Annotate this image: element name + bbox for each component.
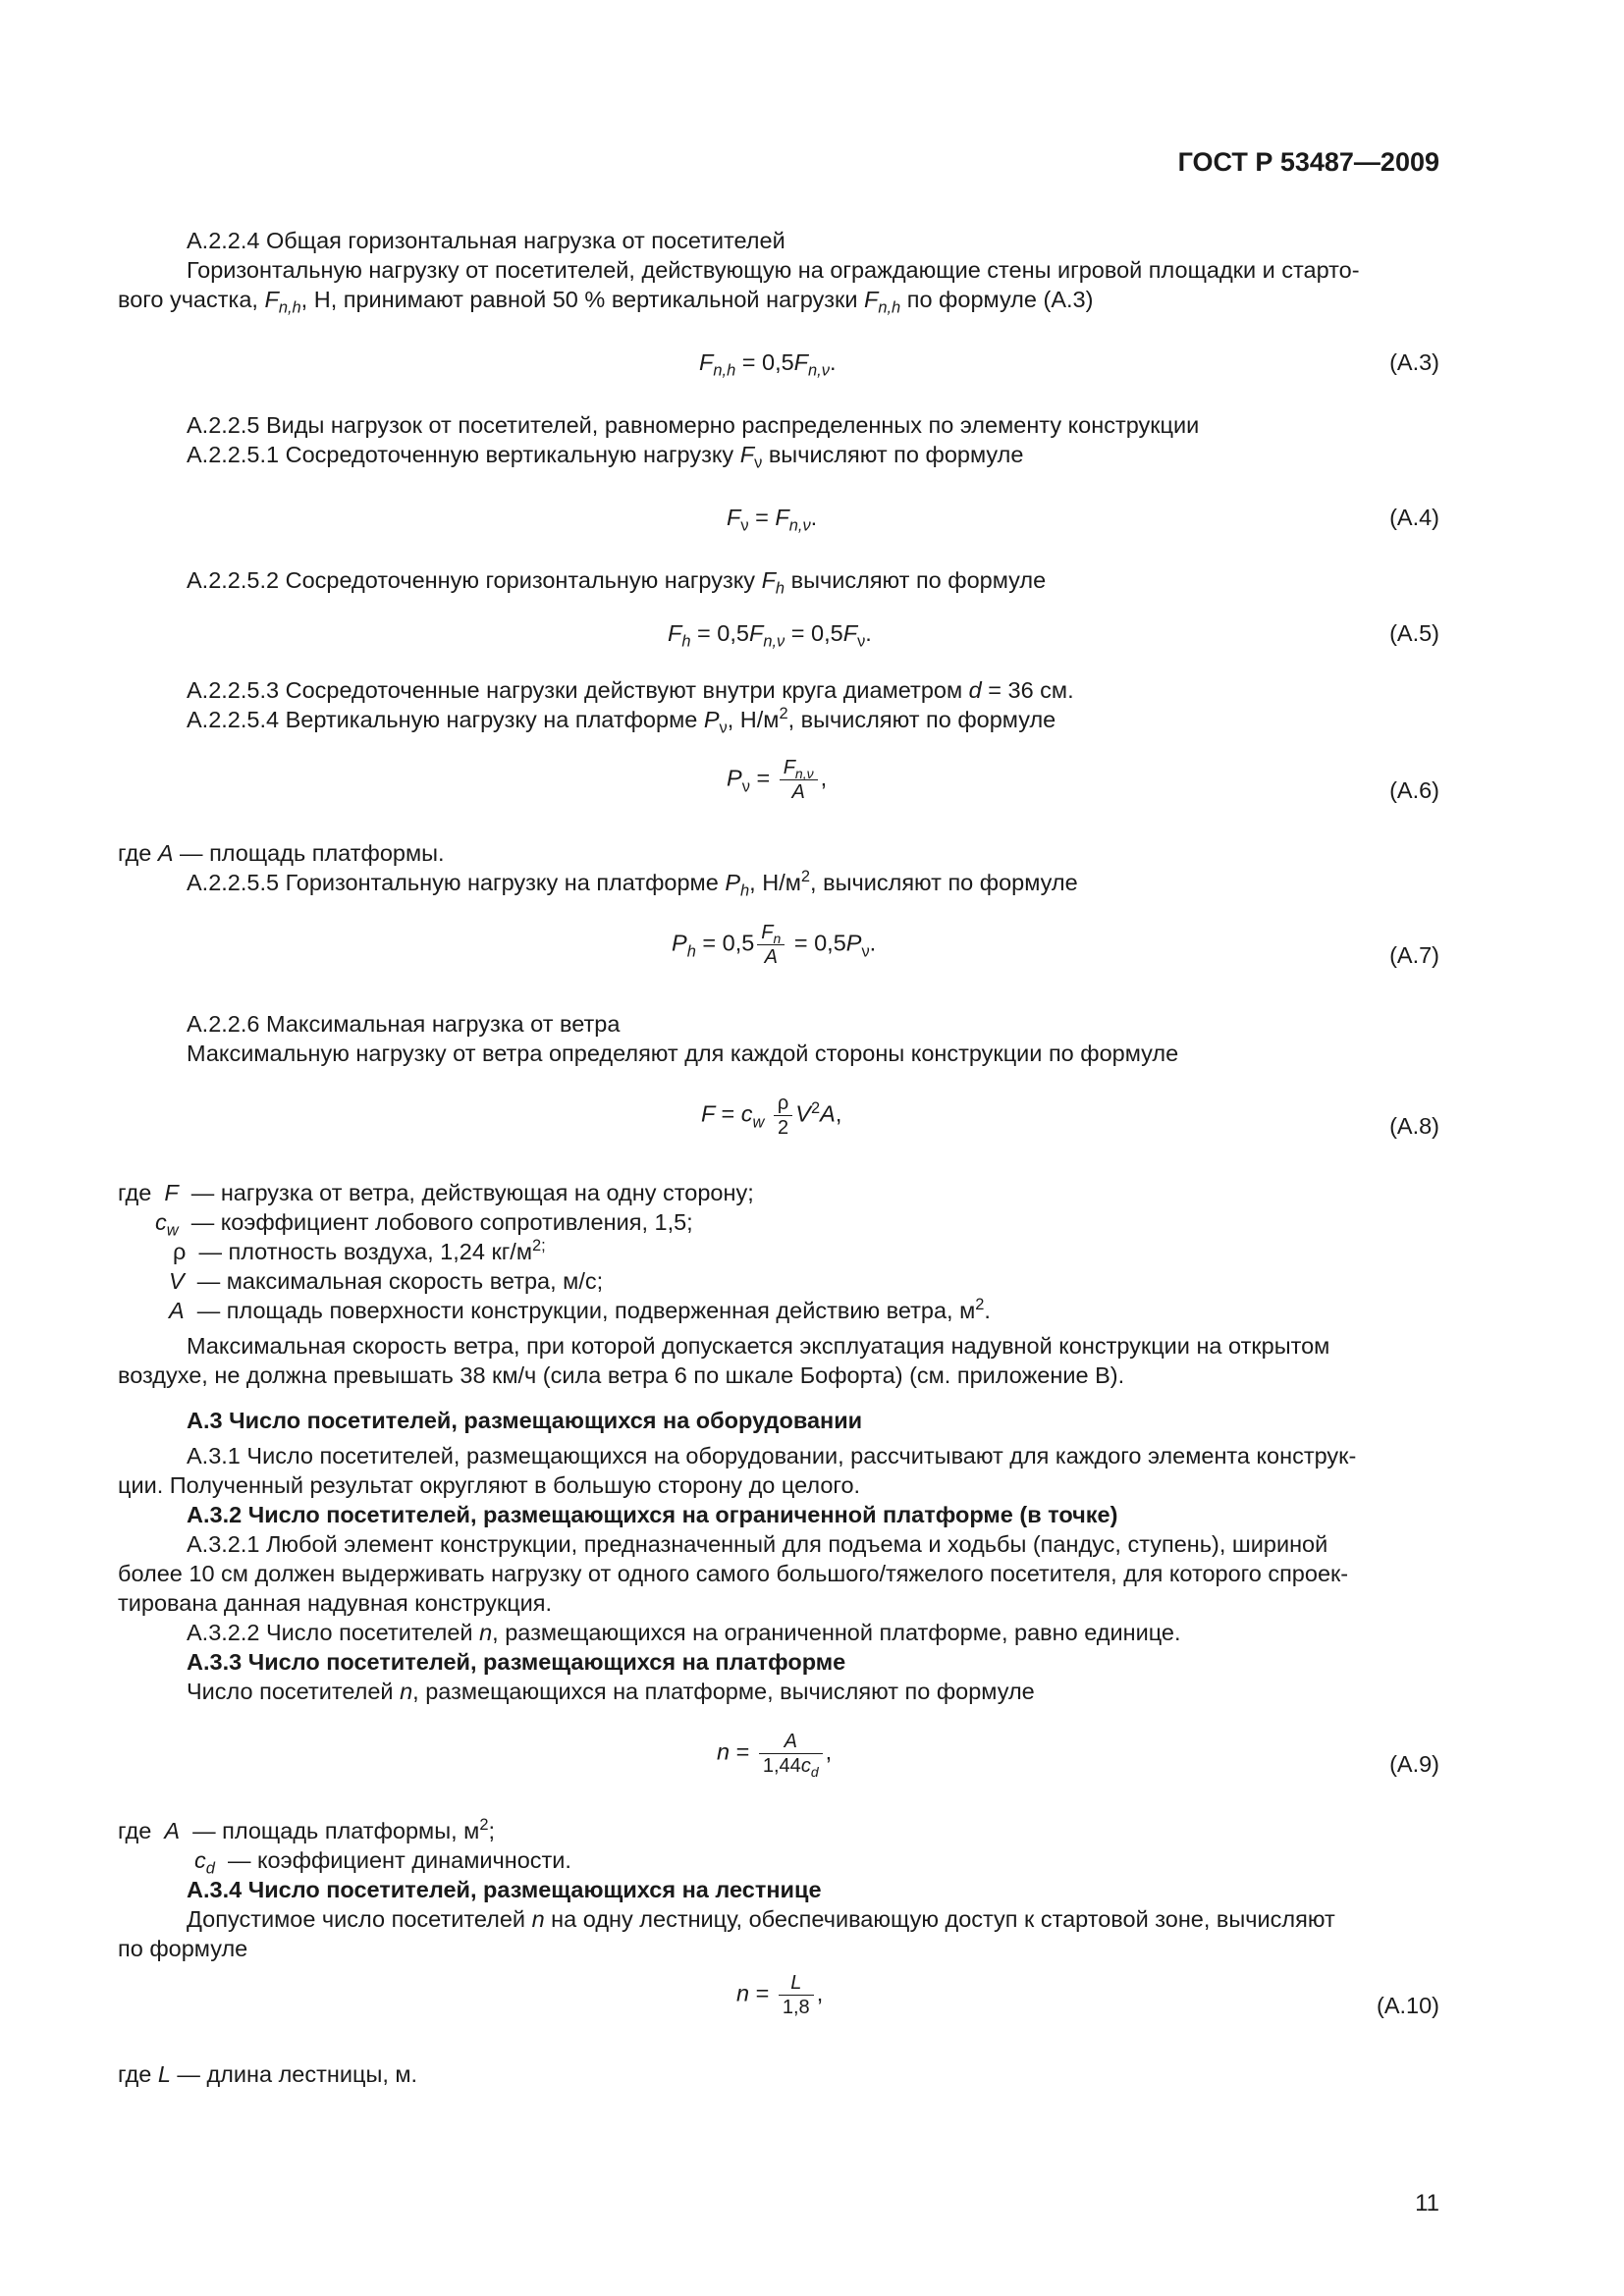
paragraph-line: Максимальную нагрузку от ветра определяют для каждой стороны конструкции по формуле bbox=[187, 1041, 1179, 1066]
paragraph-line: Допустимое число посетителей n на одну лестницу, обеспечивающую доступ к стартовой зоне, вычисляют bbox=[187, 1906, 1335, 1932]
document-id: ГОСТ Р 53487—2009 bbox=[1177, 147, 1439, 177]
section-heading-a3: А.3 Число посетителей, размещающихся на оборудовании bbox=[187, 1408, 863, 1433]
formula-number: (А.3) bbox=[1389, 349, 1439, 375]
legend-item: ρ — плотность воздуха, 1,24 $кг/м^{2;}$ bbox=[173, 1237, 546, 1264]
paragraph-line: по формуле bbox=[118, 1936, 248, 1961]
paragraph-line: вого участка, $F_{n,h}$, Н, принимают равной 50 % вертикальной нагрузки $F_{n,h}$ по формуле (А.3) bbox=[118, 287, 1094, 317]
legend-item: V — максимальная скорость ветра, м/с; bbox=[169, 1268, 604, 1294]
paragraph-line: А.2.2.5.4 Вертикальную нагрузку на платформе $P_\nu$, $Н/м^2$, вычисляют по формуле bbox=[187, 705, 1056, 737]
paragraph-line: А.2.2.5.1 Сосредоточенную вертикальную нагрузку $F_\nu$ вычисляют по формуле bbox=[187, 442, 1024, 472]
section-title-a225: А.2.2.5 Виды нагрузок от посетителей, равномерно распределенных по элементу конструкции bbox=[187, 412, 1200, 438]
formula-number: (А.7) bbox=[1389, 942, 1439, 968]
formula-number: (А.10) bbox=[1377, 1993, 1439, 2018]
formula-number: (А.9) bbox=[1389, 1751, 1439, 1777]
section-heading-a32: А.3.2 Число посетителей, размещающихся на ограниченной платформе (в точке) bbox=[187, 1502, 1118, 1527]
formula-a6: $P_\nu$ = $\frac{F_{n,\nu}}{A}$ , bbox=[727, 757, 828, 803]
formula-a7: $P_h = 0,5$ $\frac{F_n}{A}$ = $0,5P_\nu$. bbox=[672, 922, 877, 968]
formula-number: (А.4) bbox=[1389, 505, 1439, 530]
formula-a4: $F_\nu = F_{n,\nu}$. bbox=[727, 505, 818, 535]
paragraph-line: А.3.2.1 Любой элемент конструкции, предназначенный для подъема и ходьбы (пандус, ступень), шириной bbox=[187, 1531, 1328, 1557]
legend-item: A — площадь поверхности конструкции, подверженная действию ветра, $м^2$. bbox=[169, 1296, 991, 1323]
section-title-a226: А.2.2.6 Максимальная нагрузка от ветра bbox=[187, 1011, 621, 1037]
paragraph-line: А.2.2.5.5 Горизонтальную нагрузку на платформе $P_h$, $Н/м^2$, вычисляют по формуле bbox=[187, 868, 1078, 900]
paragraph-line: А.3.2.2 Число посетителей n, размещающихся на ограниченной платформе, равно единице. bbox=[187, 1620, 1181, 1645]
paragraph-line: А.2.2.5.2 Сосредоточенную горизонтальную нагрузку $F_h$ вычисляют по формуле bbox=[187, 567, 1047, 598]
legend-item: где F — нагрузка от ветра, действующая на одну сторону; bbox=[118, 1180, 754, 1205]
legend-item: $c_d$ — коэффициент динамичности. bbox=[194, 1847, 571, 1878]
paragraph-line: воздухе, не должна превышать 38 км/ч (сила ветра 6 по шкале Бофорта) (см. приложение В). bbox=[118, 1362, 1125, 1388]
legend-item: $c_w$ — коэффициент лобового сопротивления, 1,5; bbox=[155, 1209, 693, 1240]
formula-explanation: где L — длина лестницы, м. bbox=[118, 2061, 418, 2087]
paragraph-line: Число посетителей n, размещающихся на платформе, вычисляют по формуле bbox=[187, 1679, 1035, 1704]
section-title-a224: А.2.2.4 Общая горизонтальная нагрузка от посетителей bbox=[187, 228, 785, 253]
formula-number: (А.5) bbox=[1389, 620, 1439, 646]
paragraph-line: Горизонтальную нагрузку от посетителей, действующую на ограждающие стены игровой площадки и старто- bbox=[187, 257, 1360, 283]
formula-a8: $F = c_w$ $\frac{\rho}{2}$ $V^2A$, bbox=[701, 1093, 842, 1139]
paragraph-line: тирована данная надувная конструкция. bbox=[118, 1590, 553, 1616]
paragraph-line: ции. Полученный результат округляют в большую сторону до целого. bbox=[118, 1472, 861, 1498]
paragraph-line: Максимальная скорость ветра, при которой допускается эксплуатация надувной конструкции на открытом bbox=[187, 1333, 1330, 1359]
section-heading-a34: А.3.4 Число посетителей, размещающихся на лестнице bbox=[187, 1877, 822, 1902]
formula-a9: n = $\frac{A}{1,44c_d}$ , bbox=[717, 1731, 833, 1780]
paragraph-line: более 10 см должен выдерживать нагрузку от одного самого большого/тяжелого посетителя, для которого спроек- bbox=[118, 1561, 1349, 1586]
formula-a3: $F_{n,h} = 0,5F_{n,\nu}$. bbox=[699, 349, 837, 380]
formula-number: (А.6) bbox=[1389, 777, 1439, 803]
paragraph-line: А.3.1 Число посетителей, размещающихся на оборудовании, рассчитывают для каждого элемента конструк- bbox=[187, 1443, 1357, 1468]
formula-number: (А.8) bbox=[1389, 1113, 1439, 1139]
formula-a10: n = $\frac{L}{1,8}$ , bbox=[736, 1972, 824, 2018]
formula-explanation: где A — площадь платформы. bbox=[118, 840, 445, 866]
section-heading-a33: А.3.3 Число посетителей, размещающихся на платформе bbox=[187, 1649, 846, 1675]
paragraph-line: А.2.2.5.3 Сосредоточенные нагрузки действуют внутри круга диаметром d = 36 см. bbox=[187, 677, 1074, 703]
page-number: 11 bbox=[1415, 2190, 1439, 2216]
formula-a5: $F_h = 0,5F_{n,\nu} = 0,5F_\nu$. bbox=[668, 620, 872, 651]
legend-item: где A — площадь платформы, $м^2$; bbox=[118, 1816, 495, 1843]
